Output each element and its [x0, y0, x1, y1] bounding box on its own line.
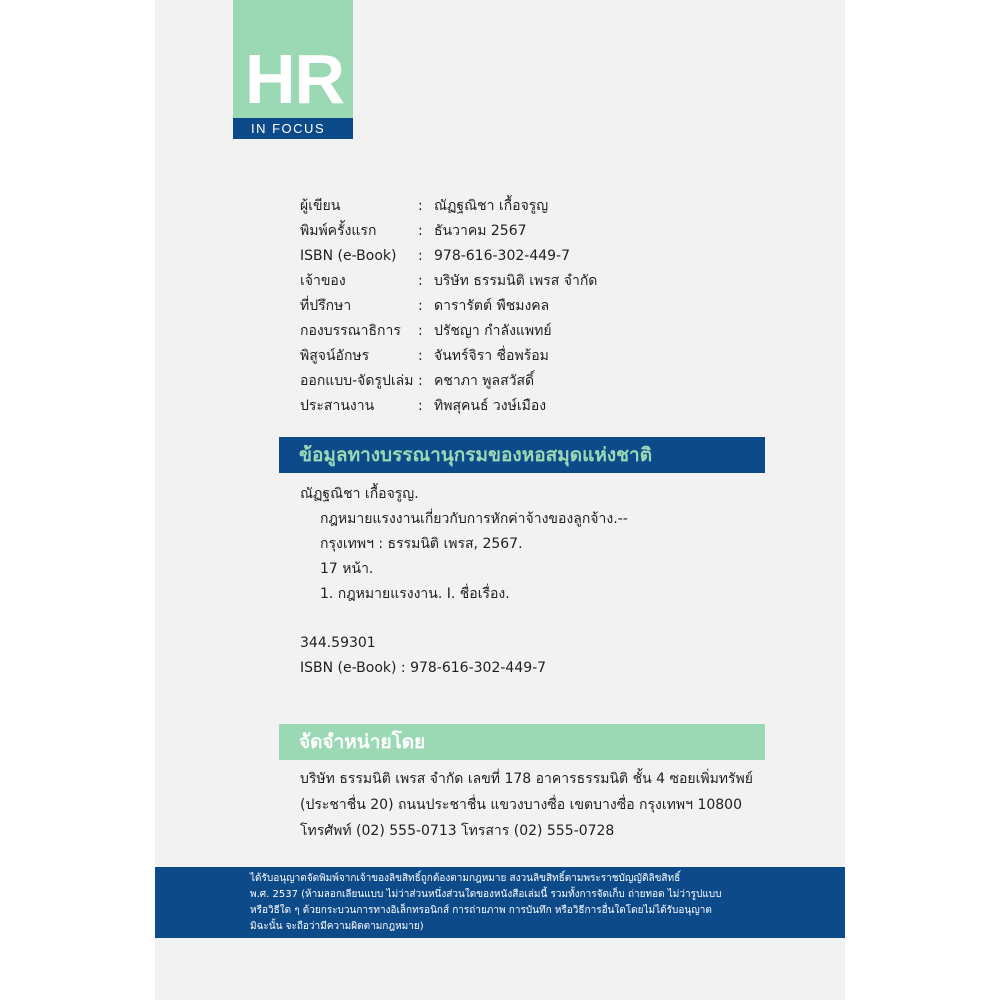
credit-row: [300, 243, 760, 268]
credit-label: พิสูจน์อักษร: [300, 347, 370, 364]
credit-row: [300, 393, 760, 418]
credit-colon: :: [418, 372, 423, 389]
distribution-line: โทรศัพท์ (02) 555-0713 โทรสาร (02) 555-0728: [300, 823, 615, 839]
distribution-address: [300, 766, 770, 844]
credit-row: [300, 218, 760, 243]
logo-subtitle: IN FOCUS: [251, 121, 326, 136]
credit-label: ISBN (e-Book): [300, 247, 397, 264]
credit-colon: :: [418, 222, 423, 239]
credit-label: ออกแบบ-จัดรูปเล่ม: [300, 372, 414, 389]
catalog-isbn: ISBN (e-Book) : 978-616-302-449-7: [300, 660, 547, 676]
credit-colon: :: [418, 272, 423, 289]
credit-value: ณัฏฐณิชา เกื้อจรูญ: [434, 197, 549, 214]
credit-row: [300, 268, 760, 293]
credit-value: ดารารัตต์ พืชมงคล: [434, 297, 550, 314]
credit-value: ทิพสุคนธ์ วงษ์เมือง: [434, 397, 547, 414]
book-page: [155, 0, 845, 1000]
credits-list: [300, 193, 760, 418]
logo-hr-text: HR: [245, 40, 345, 118]
credit-value: จันทร์จิรา ชื่อพร้อม: [434, 347, 549, 364]
copyright-notice: [250, 871, 810, 935]
credit-label: เจ้าของ: [300, 272, 346, 289]
credit-row: [300, 293, 760, 318]
credit-label: กองบรรณาธิการ: [300, 322, 401, 339]
catalog-author: ณัฏฐณิชา เกื้อจรูญ.: [300, 486, 419, 502]
catalog-title: กฎหมายแรงงานเกี่ยวกับการหักค่าจ้างของลูกจ้าง.--: [320, 511, 628, 527]
credit-value: 978-616-302-449-7: [434, 247, 571, 264]
credit-colon: :: [418, 347, 423, 364]
credit-label: พิมพ์ครั้งแรก: [300, 222, 377, 239]
catalog-record: [300, 482, 765, 681]
catalog-heading-bar: [279, 437, 765, 473]
credit-value: ปรัชญา กำลังแพทย์: [434, 322, 552, 339]
catalog-subject: 1. กฎหมายแรงงาน. I. ชื่อเรื่อง.: [320, 586, 510, 602]
credit-label: ที่ปรึกษา: [300, 297, 352, 314]
credit-row: [300, 318, 760, 343]
catalog-pages: 17 หน้า.: [320, 561, 374, 577]
credit-colon: :: [418, 397, 423, 414]
credit-row: [300, 368, 760, 393]
credit-value: คชาภา พูลสวัสดิ์: [434, 372, 535, 389]
catalog-spacer: [300, 607, 765, 631]
distribution-heading-bar: [279, 724, 765, 760]
distribution-heading: จัดจำหน่ายโดย: [299, 731, 426, 753]
credit-colon: :: [418, 297, 423, 314]
catalog-publisher: กรุงเทพฯ : ธรรมนิติ เพรส, 2567.: [320, 536, 523, 552]
credit-row: [300, 343, 760, 368]
credit-label: ประสานงาน: [300, 397, 375, 414]
credit-row: [300, 193, 760, 218]
credit-value: บริษัท ธรรมนิติ เพรส จำกัด: [434, 272, 598, 289]
credit-label: ผู้เขียน: [300, 197, 341, 214]
credit-colon: :: [418, 322, 423, 339]
credit-colon: :: [418, 197, 423, 214]
distribution-line: (ประชาชื่น 20) ถนนประชาชื่น แขวงบางซื่อ เขตบางซื่อ กรุงเทพฯ 10800: [300, 797, 742, 813]
copyright-line: หรือวิธีใด ๆ ด้วยกระบวนการทางอิเล็กทรอนิกส์ การถ่ายภาพ การบันทึก หรือวิธีการอื่นใดโดยไม่ได้รับอนุญาต: [250, 905, 712, 916]
copyright-line: ได้รับอนุญาตจัดพิมพ์จากเจ้าของลิขสิทธิ์ถูกต้องตามกฎหมาย สงวนลิขสิทธิ์ตามพระราชบัญญัติลิขสิทธิ์: [250, 873, 681, 884]
credit-value: ธันวาคม 2567: [434, 222, 527, 239]
credit-colon: :: [418, 247, 423, 264]
copyright-line: มิฉะนั้น จะถือว่ามีความผิดตามกฎหมาย): [250, 921, 424, 932]
copyright-line: พ.ศ. 2537 (ห้ามลอกเลียนแบบ ไม่ว่าส่วนหนึ่งส่วนใดของหนังสือเล่มนี้ รวมทั้งการจัดเก็บ ถ่ายทอด ไม่ว่ารูปแบบ: [250, 889, 722, 900]
distribution-line: บริษัท ธรรมนิติ เพรส จำกัด เลขที่ 178 อาคารธรรมนิติ ชั้น 4 ซอยเพิ่มทรัพย์: [300, 771, 753, 787]
catalog-classification: 344.59301: [300, 635, 376, 651]
copyright-footer: [155, 867, 845, 938]
catalog-heading: ข้อมูลทางบรรณานุกรมของหอสมุดแห่งชาติ: [299, 444, 653, 466]
hr-in-focus-logo: [233, 0, 353, 139]
